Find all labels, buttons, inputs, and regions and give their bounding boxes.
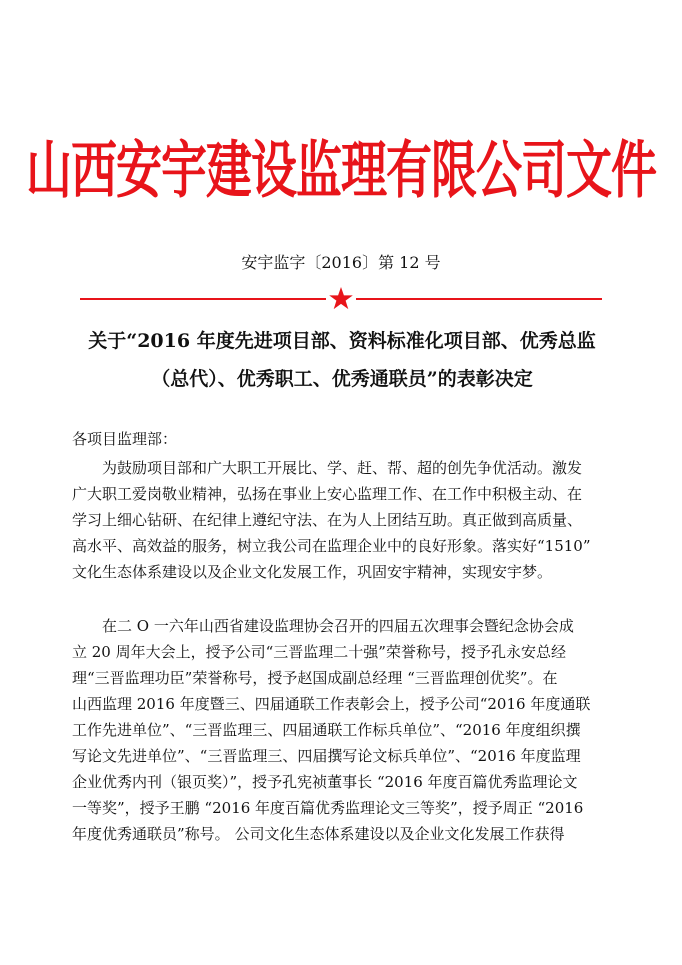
- red-divider: [80, 286, 602, 312]
- body-paragraph-2: [72, 613, 620, 847]
- paragraph-line: 山西监理 2016 年度暨三、四届通联工作表彰会上，授予公司“2016 年度通联: [72, 695, 591, 713]
- document-number: 安宇监字〔2016〕第 12 号: [241, 253, 441, 272]
- star-icon: [328, 286, 354, 312]
- divider-line-left: [80, 298, 326, 300]
- paragraph-line: 工作先进单位”、“三晋监理三、四届通联工作标兵单位”、“2016 年度组织撰: [72, 721, 581, 739]
- paragraph-line: 一等奖”，授予王鹏 “2016 年度百篇优秀监理论文三等奖”，授予周正 “2016: [72, 799, 584, 817]
- paragraph-line: 广大职工爱岗敬业精神，弘扬在事业上安心监理工作、在工作中积极主动、在: [72, 485, 583, 503]
- divider-line-right: [356, 298, 602, 300]
- org-document-title: 山西安宇建设监理有限公司文件: [26, 133, 656, 207]
- paragraph-line: 高水平、高效益的服务，树立我公司在监理企业中的良好形象。落实好“1510”: [72, 537, 591, 555]
- paragraph-line: 文化生态体系建设以及企业文化发展工作，巩固安宇精神，实现安宇梦。: [72, 563, 553, 581]
- paragraph-line: 理“三晋监理功臣”荣誉称号，授予赵国成副总经理 “三晋监理创优奖”。在: [72, 669, 558, 687]
- paragraph-line: 写论文先进单位”、“三晋监理三、四届撰写论文标兵单位”、“2016 年度监理: [72, 747, 581, 765]
- paragraph-line: 在二 O 一六年山西省建设监理协会召开的四届五次理事会暨纪念协会成: [72, 617, 574, 635]
- salutation: 各项目监理部：: [72, 430, 178, 448]
- decision-heading-line-1: 关于“2016 年度先进项目部、资料标准化项目部、优秀总监: [88, 330, 596, 352]
- paragraph-line: 企业优秀内刊（银页奖）”，授予孔宪祯董事长 “2016 年度百篇优秀监理论文: [72, 773, 578, 791]
- decision-heading-line-2: （总代）、优秀职工、优秀通联员”的表彰决定: [151, 368, 533, 390]
- body-paragraph-1: [72, 455, 620, 585]
- paragraph-line: 年度优秀通联员”称号。 公司文化生态体系建设以及企业文化发展工作获得: [72, 825, 565, 843]
- paragraph-line: 立 20 周年大会上，授予公司“三晋监理二十强”荣誉称号，授予孔永安总经: [72, 643, 566, 661]
- paragraph-line: 学习上细心钻研、在纪律上遵纪守法、在为人上团结互助。真正做到高质量、: [72, 511, 583, 529]
- paragraph-line: 为鼓励项目部和广大职工开展比、学、赶、帮、超的创先争优活动。激发: [72, 459, 583, 477]
